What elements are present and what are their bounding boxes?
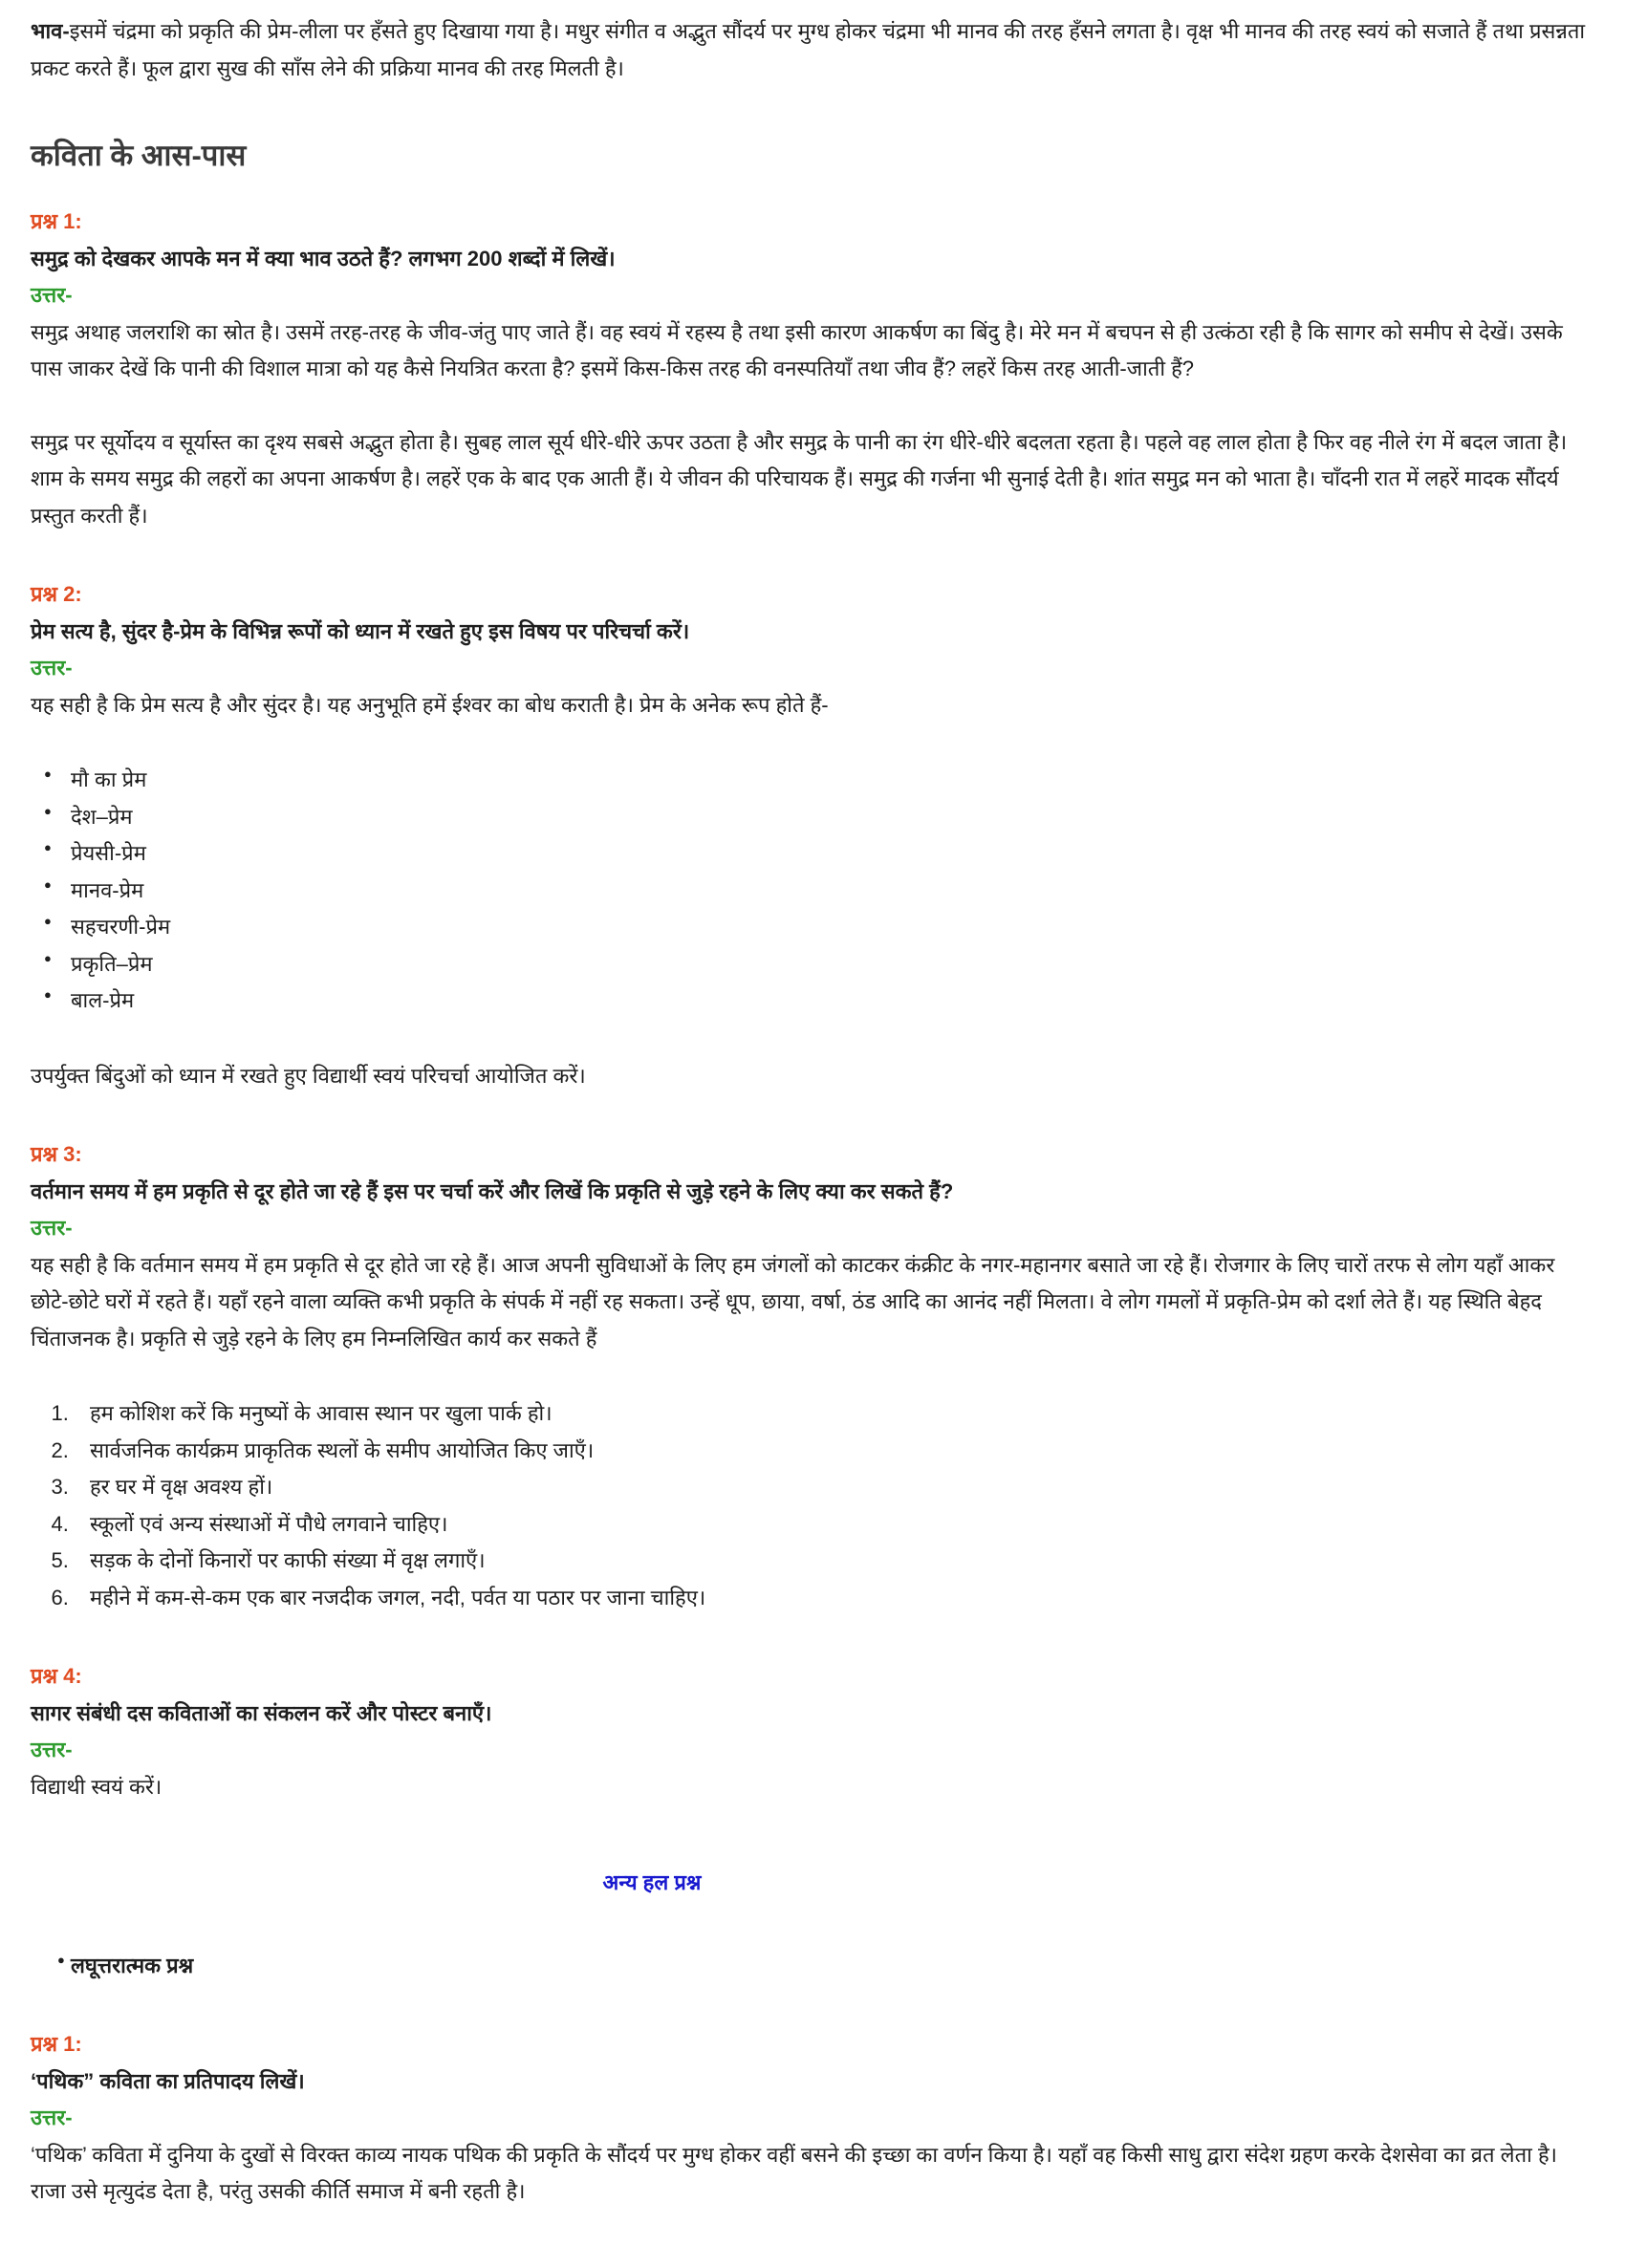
list-item: ● प्रकृति–प्रेम	[57, 946, 1594, 983]
question-3-answer-paragraph: यह सही है कि वर्तमान समय में हम प्रकृति से दूर होते जा रहे हैं। आज अपनी सुविधाओं के लिए हम जंगलों को काटकर कंक्रीट के नगर-महानगर बसाते जा रहे हैं। रोजगार के लिए चारों तरफ से लोग यहाँ आकर छोटे-छोटे घरों में रहते हैं। यहाँ रहने वाला व्यक्ति कभी प्रकृति के संपर्क में नहीं रह सकता। उन्हें धूप, छाया, वर्षा, ठंड आदि का आनंद नहीं मिलता। वे लोग गमलों में प्रकृति-प्रेम को दर्शा लेते हैं। यह स्थिति बेहद चिंताजनक है। प्रकृति से जुड़े रहने के लिए हम निम्नलिखित कार्य कर सकते हैं	[31, 1252, 1555, 1350]
question-2-text: प्रेम सत्य है, सुंदर है-प्रेम के विभिन्न रूपों को ध्यान में रखते हुए इस विषय पर परिचर्चा करें।	[31, 618, 690, 643]
list-item: ● बाल-प्रेम	[57, 983, 1594, 1020]
list-item: ● मौ का प्रेम	[57, 762, 1594, 799]
question-1-label: प्रश्न 1:	[31, 209, 82, 234]
question-2-block	[31, 576, 1594, 1094]
bhav-text: इसमें चंद्रमा को प्रकृति की प्रेम-लीला पर हँसते हुए दिखाया गया है। मधुर संगीत व अद्भुत सौंदर्य पर मुग्ध होकर चंद्रमा भी मानव की तरह हँसने लगता है। वृक्ष भी मानव की तरह स्वयं को सजाते हैं तथा प्रसन्नता प्रकट करते हैं। फूल द्वारा सुख की साँस लेने की प्रक्रिया मानव की तरह मिलती है।	[31, 19, 1586, 80]
other-question-1-answer-label: उत्तर-	[31, 2106, 73, 2130]
bhav-paragraph	[31, 13, 1594, 87]
list-item: 4. स्कूलों एवं अन्य संस्थाओं में पौधे लगवाने चाहिए।	[75, 1506, 1594, 1544]
question-3-text: वर्तमान समय में हम प्रकृति से दूर होते जा रहे हैं इस पर चर्चा करें और लिखें कि प्रकृति से जुड़े रहने के लिए क्या कर सकते हैं?	[31, 1178, 954, 1203]
bhav-label: भाव-	[31, 19, 70, 43]
other-question-1-text: ‘पथिक” कविता का प्रतिपादय लिखें।	[31, 2068, 305, 2093]
list-item: 6. महीने में कम-से-कम एक बार नजदीक जगल, नदी, पर्वत या पठार पर जाना चाहिए।	[75, 1580, 1594, 1617]
list-item: 2. सार्वजनिक कार्यक्रम प्राकृतिक स्थलों के समीप आयोजित किए जाएँ।	[75, 1433, 1594, 1470]
love-types-list	[31, 762, 1594, 1020]
other-question-1-block	[31, 2026, 1594, 2211]
question-1-answer-label: उत्तर-	[31, 283, 73, 308]
question-4-answer-label: उत्तर-	[31, 1738, 73, 1762]
question-1-answer-paragraph-2: समुद्र पर सूर्योदय व सूर्यास्त का दृश्य सबसे अद्भुत होता है। सुबह लाल सूर्य धीरे-धीरे ऊपर उठता है और समुद्र के पानी का रंग धीरे-धीरे बदलता रहता है। पहले वह लाल होता है फिर वह नीले रंग में बदल जाता है। शाम के समय समुद्र की लहरों का अपना आकर्षण है। लहरें एक के बाद एक आती हैं। ये जीवन की परिचायक हैं। समुद्र की गर्जना भी सुनाई देती है। शांत समुद्र मन को भाता है। चाँदनी रात में लहरें मादक सौंदर्य प्रस्तुत करती हैं।	[31, 429, 1568, 528]
list-item: ● सहचरणी-प्रेम	[57, 909, 1594, 946]
other-question-1-label: प्रश्न 1:	[31, 2032, 82, 2057]
list-item: 3. हर घर में वृक्ष अवश्य हों।	[75, 1469, 1594, 1506]
other-question-1-answer: ‘पथिक’ कविता में दुनिया के दुखों से विरक्त काव्य नायक पथिक की प्रकृति के सौंदर्य पर मुग्ध होकर वहीं बसने की इच्छा का वर्णन किया है। यहाँ वह किसी साधु द्वारा संदेश ग्रहण करके देशसेवा का व्रत लेता है। राजा उसे मृत्युदंड देता है, परंतु उसकी कीर्ति समाज में बनी रहती है।	[31, 2142, 1557, 2204]
question-4-label: प्रश्न 4:	[31, 1664, 82, 1689]
list-item: ● प्रेयसी-प्रेम	[57, 835, 1594, 873]
question-3-label: प्रश्न 3:	[31, 1142, 82, 1167]
question-1-text: समुद्र को देखकर आपके मन में क्या भाव उठते हैं? लगभग 200 शब्दों में लिखें।	[31, 246, 616, 270]
section-title: कविता के आस-पास	[31, 139, 247, 172]
list-item: ● देश–प्रेम	[57, 799, 1594, 836]
list-item: 1. हम कोशिश करें कि मनुष्यों के आवास स्थान पर खुला पार्क हो।	[75, 1395, 1594, 1433]
question-2-answer-label: उत्तर-	[31, 656, 73, 680]
list-item: 5. सड़क के दोनों किनारों पर काफी संख्या में वृक्ष लगाएँ।	[75, 1543, 1594, 1580]
nature-actions-list	[31, 1395, 1594, 1616]
question-1-answer-paragraph-1: समुद्र अथाह जलराशि का स्रोत है। उसमें तरह-तरह के जीव-जंतु पाए जाते हैं। वह स्वयं में रहस्य है तथा इसी कारण आकर्षण का बिंदु है। मेरे मन में बचपन से ही उत्कंठा रही है कि सागर को समीप से देखें। उसके पास जाकर देखें कि पानी की विशाल मात्रा को यह कैसे नियत्रित करता है? इसमें किस-किस तरह की वनस्पतियाँ तथा जीव हैं? लहरें किस तरह आती-जाती हैं?	[31, 319, 1563, 381]
question-4-block	[31, 1658, 1594, 1805]
question-1-block	[31, 204, 1594, 534]
question-2-answer-intro: यह सही है कि प्रेम सत्य है और सुंदर है। यह अनुभूति हमें ईश्वर का बोध कराती है। प्रेम के अनेक रूप होते हैं-	[31, 692, 829, 717]
short-answer-questions-heading: ● लघूत्तरात्मक प्रश्न	[31, 1948, 1594, 1985]
list-item: ● मानव-प्रेम	[57, 873, 1594, 910]
question-2-answer-closing: उपर्युक्त बिंदुओं को ध्यान में रखते हुए विद्यार्थी स्वयं परिचर्चा आयोजित करें।	[31, 1063, 586, 1088]
question-3-block	[31, 1136, 1594, 1616]
question-4-text: सागर संबंधी दस कविताओं का संकलन करें और पोस्टर बनाएँ।	[31, 1700, 492, 1725]
question-4-answer: विद्याथी स्वयं करें।	[31, 1774, 162, 1799]
question-3-answer-label: उत्तर-	[31, 1216, 73, 1241]
question-2-label: प्रश्न 2:	[31, 582, 82, 607]
other-solved-questions-title: अन्य हल प्रश्न	[602, 1870, 702, 1895]
